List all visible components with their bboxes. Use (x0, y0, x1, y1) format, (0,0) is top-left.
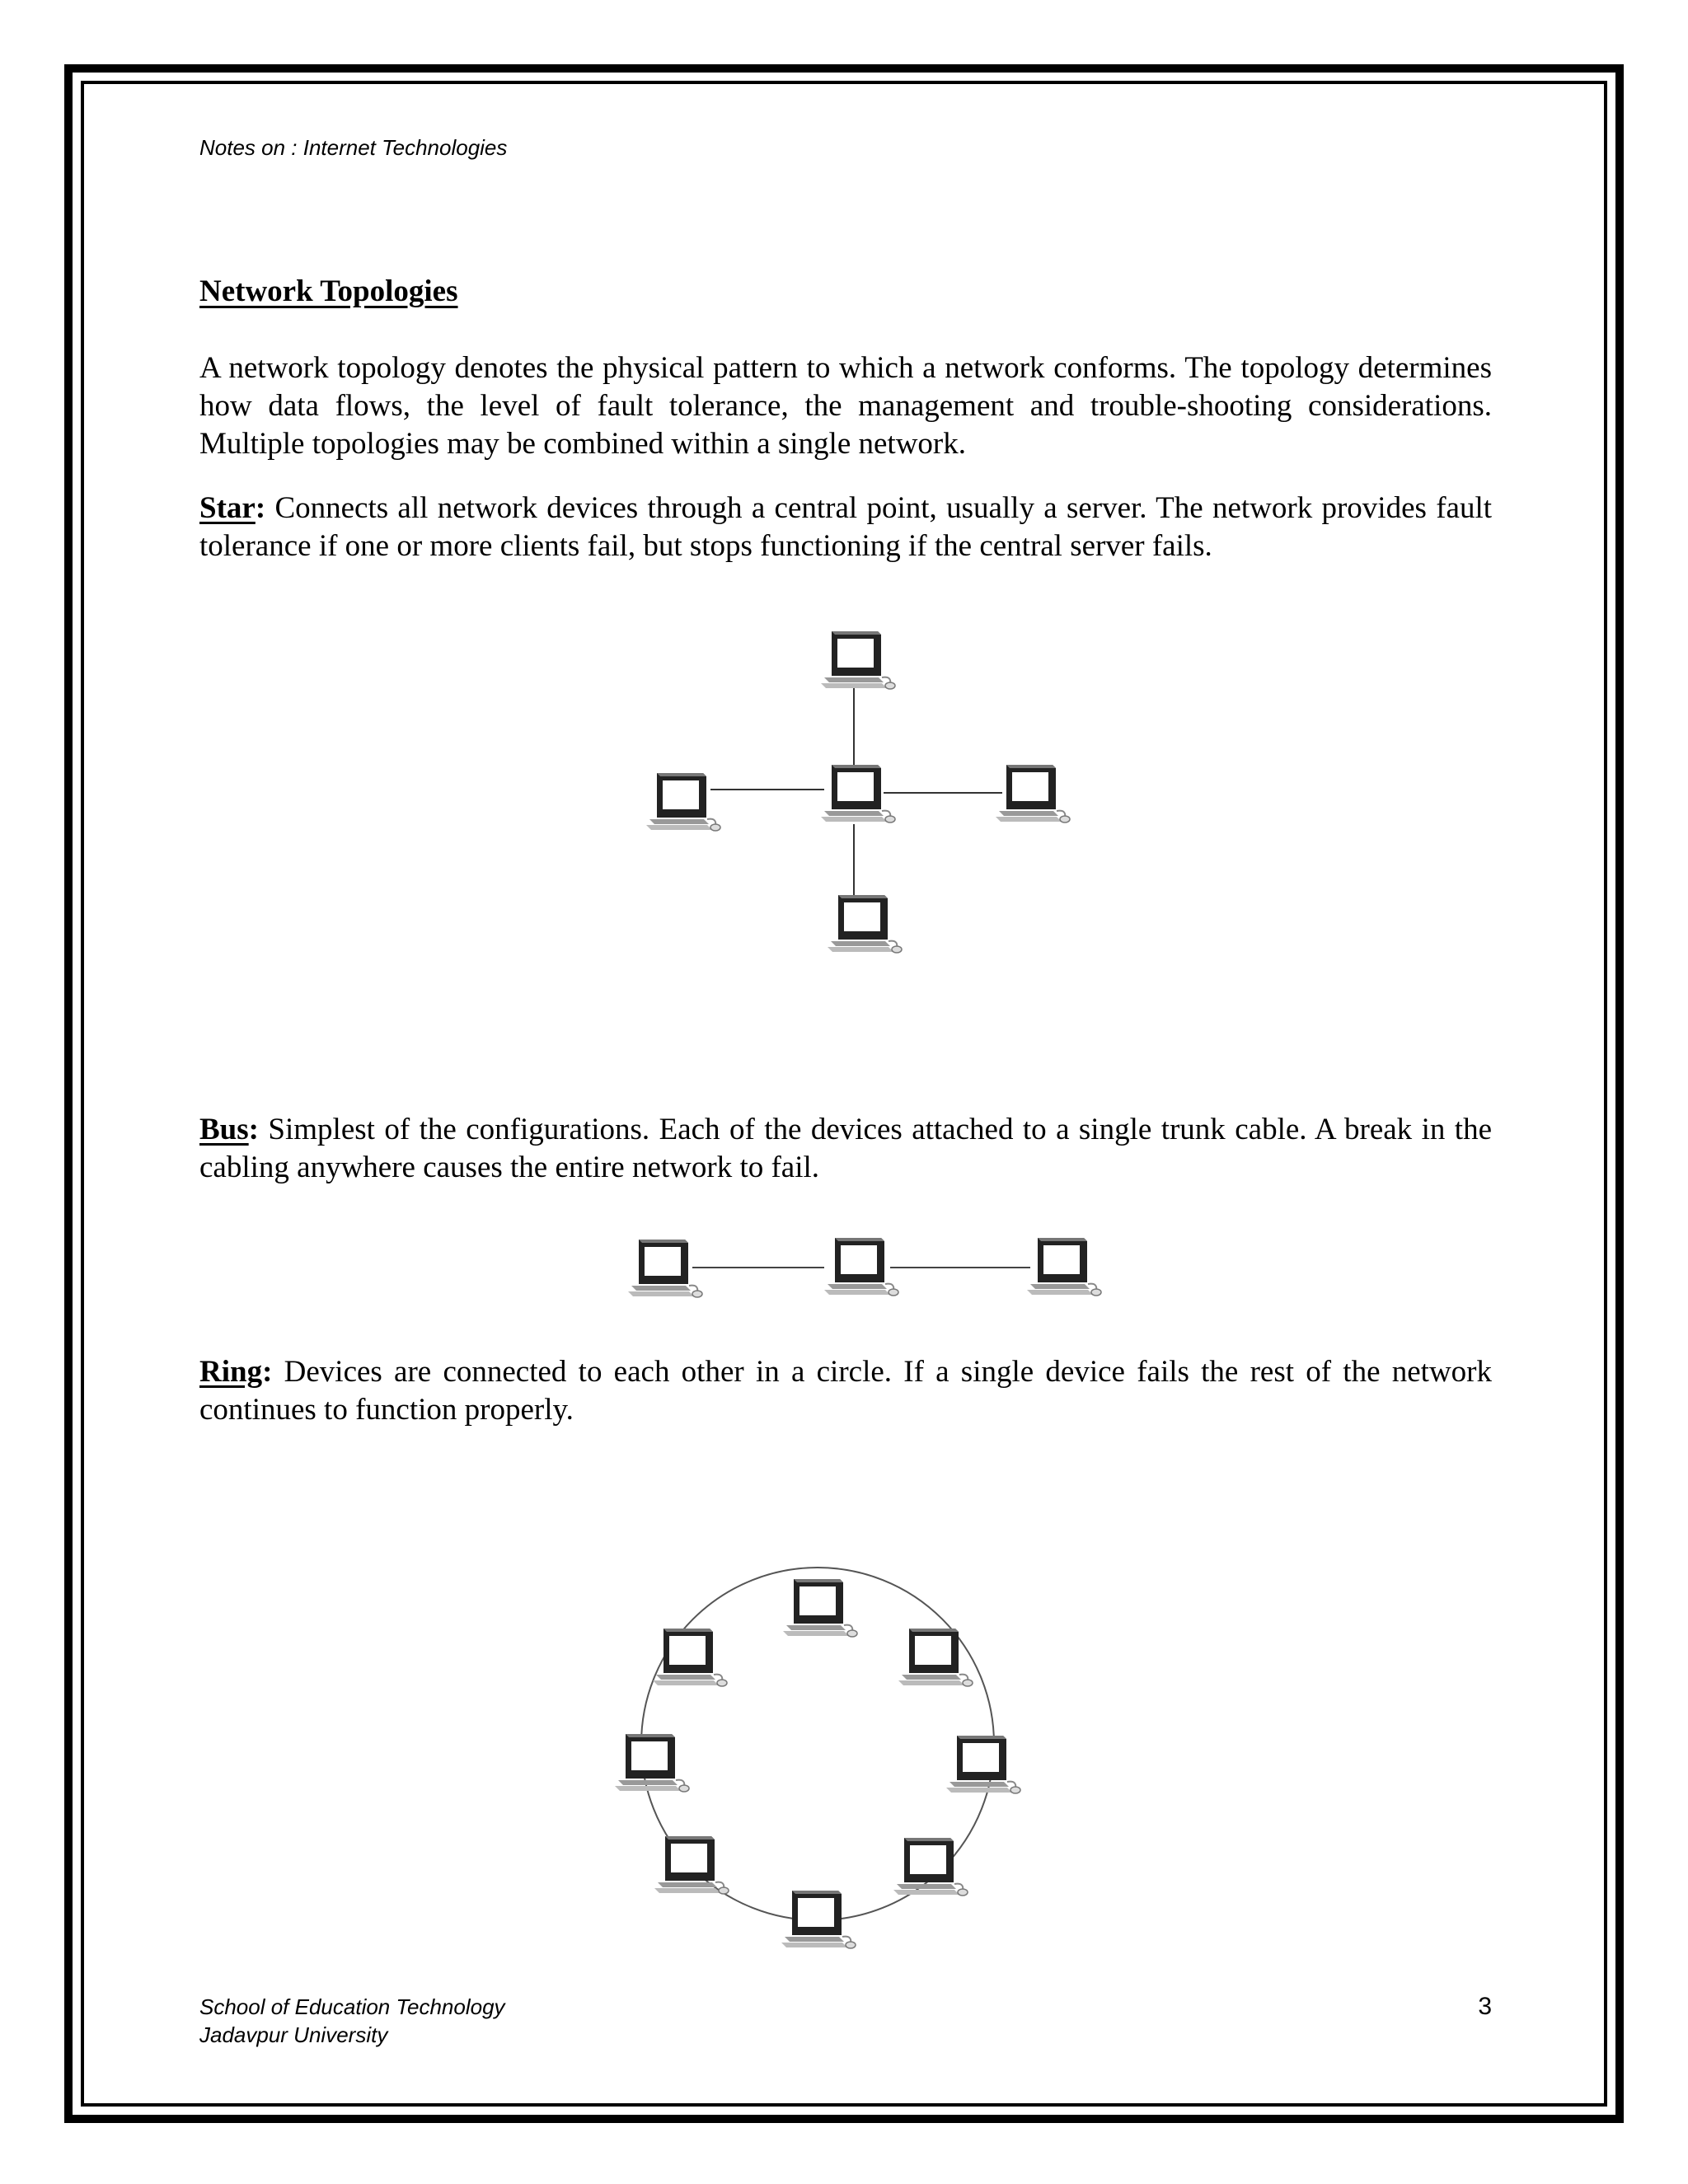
computer-icon (996, 765, 1070, 823)
page-number: 3 (1478, 1993, 1492, 2020)
computer-icon (1027, 1238, 1101, 1296)
footer-school: School of Education Technology (199, 1994, 505, 2019)
computer-icon (898, 1629, 973, 1686)
section-title: Network Topologies (199, 274, 458, 308)
star-colon: : (255, 491, 266, 525)
bus-colon: : (248, 1113, 259, 1146)
bus-term: Bus (199, 1113, 249, 1146)
ring-term: Ring (199, 1355, 263, 1389)
computer-icon (783, 1579, 857, 1637)
computer-icon (628, 1240, 702, 1297)
star-term: Star (199, 491, 256, 525)
computer-icon (828, 895, 902, 953)
computer-icon (821, 631, 895, 689)
ring-diagram (615, 1568, 1020, 1948)
ring-description: Devices are connected to each other in a circle. If a single device fails the rest of the network continues to function properly. (199, 1355, 1492, 1427)
intro-paragraph: A network topology denotes the physical pattern to which a network conforms. The topology determines how data flows, the level of fault tolerance, the management and trouble-shooting considerations. Multiple topologies may be combined within a single network. (199, 351, 1492, 461)
computer-icon (893, 1838, 968, 1896)
computer-icon (615, 1734, 689, 1792)
computer-icon (654, 1836, 729, 1894)
footer-university: Jadavpur University (199, 2022, 388, 2047)
computer-icon (653, 1629, 727, 1686)
star-description: Connects all network devices through a central point, usually a server. The network provides fault tolerance if one or more clients fail, but stops functioning if the central server fails. (199, 491, 1492, 563)
star-diagram (646, 631, 1070, 953)
header-note: Notes on : Internet Technologies (199, 135, 508, 160)
footer-institution (199, 1993, 505, 2049)
computer-icon (824, 1238, 898, 1296)
computer-icon (781, 1891, 856, 1948)
bus-description: Simplest of the configurations. Each of the devices attached to a single trunk cable. A break in the cabling anywhere causes the entire network to fail. (199, 1113, 1492, 1184)
computer-icon (646, 773, 720, 831)
ring-colon: : (262, 1355, 273, 1389)
bus-diagram (628, 1238, 1101, 1297)
computer-icon (946, 1736, 1020, 1793)
